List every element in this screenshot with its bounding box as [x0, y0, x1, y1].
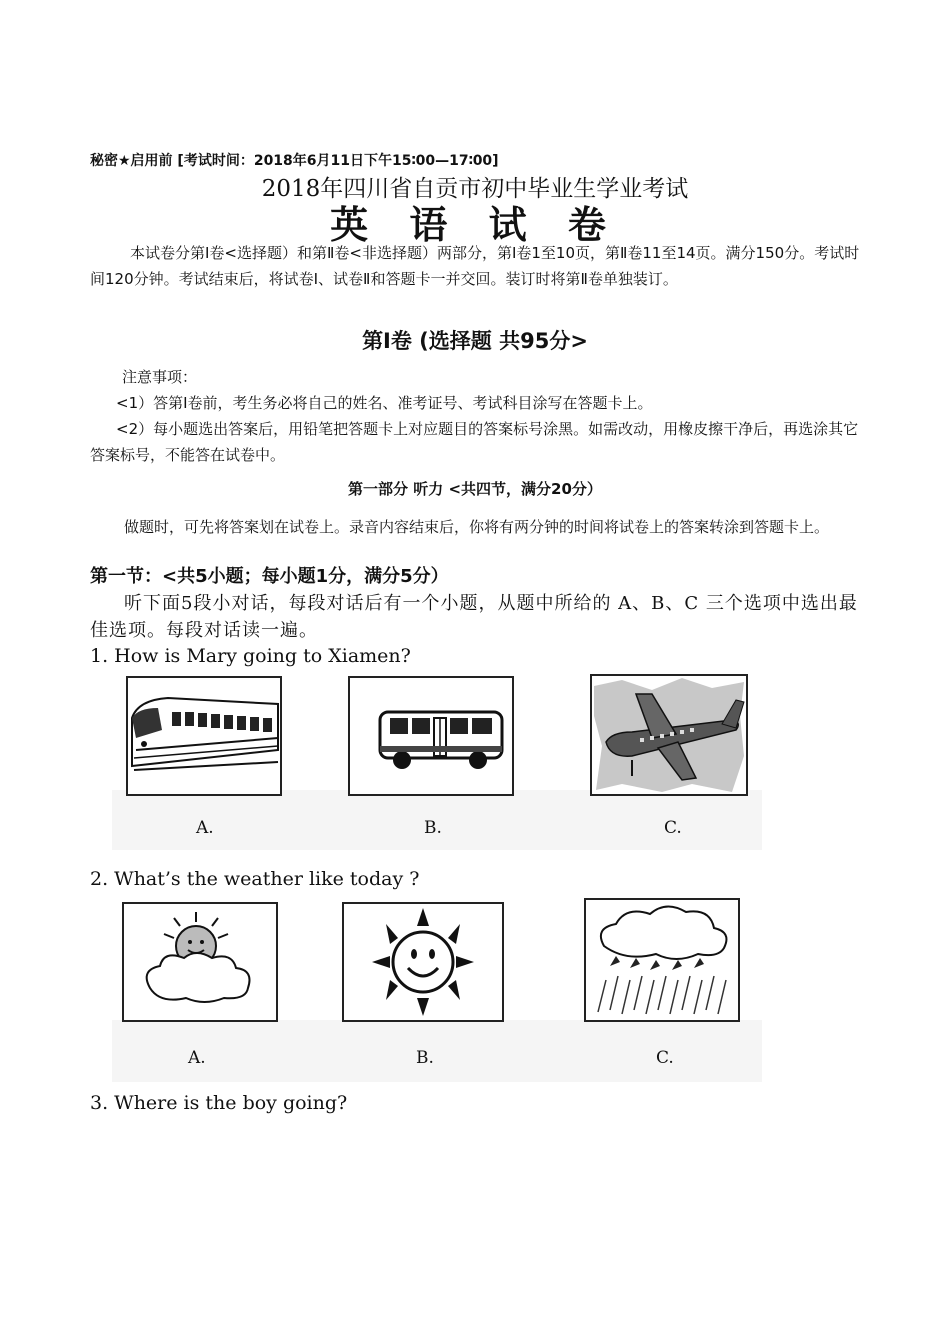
option-letter-q1-b: B.	[424, 818, 442, 838]
exam-title: 2018年四川省自贡市初中毕业生学业考试	[261, 176, 689, 202]
option-box-q1-b	[348, 676, 514, 796]
notice-title: 注意事项：	[122, 368, 198, 386]
volume-1-title: 第Ⅰ卷 (选择题 共95分>	[362, 329, 588, 353]
option-box-q2-c	[584, 898, 740, 1022]
section-1-title: 第一节：<共5小题；每小题1分，满分5分）	[90, 566, 449, 587]
train-icon	[128, 678, 280, 794]
confidential-line: 秘密★启用前 [考试时间：2018年6月11日下午15∶00—17∶00]	[90, 153, 499, 169]
option-letter-q2-b: B.	[416, 1048, 434, 1068]
option-letter-q2-c: C.	[656, 1048, 674, 1068]
section-1-instruction: 听下面5段小对话，每段对话后有一个小题，从题中所给的 A、B、C 三个选项中选出最佳选项。每段对话读一遍。	[90, 593, 858, 641]
notice-item-1: <1）答第Ⅰ卷前，考生务必将自己的姓名、准考证号、考试科目涂写在答题卡上。	[116, 394, 653, 412]
part-1-note: 做题时，可先将答案划在试卷上。录音内容结束后，你将有两分钟的时间将试卷上的答案转涂到答题卡上。	[124, 518, 830, 536]
notice-item-2: <2）每小题选出答案后，用铅笔把答题卡上对应题目的答案标号涂黑。如需改动，用橡皮擦干净后，再选涂其它答案标号，不能答在试卷中。	[90, 420, 859, 464]
rain-cloud-icon	[586, 900, 738, 1020]
option-letter-q2-a: A.	[188, 1048, 206, 1068]
question-2: 2. What’s the weather like today ?	[90, 868, 420, 890]
subject-title: 英 语 试 卷	[330, 202, 620, 247]
smiling-sun-icon	[344, 904, 502, 1020]
option-box-q2-a	[122, 902, 278, 1022]
option-letter-q1-c: C.	[664, 818, 682, 838]
option-box-q2-b	[342, 902, 504, 1022]
option-box-q1-c	[590, 674, 748, 796]
bus-icon	[350, 678, 512, 794]
option-box-q1-a	[126, 676, 282, 796]
question-3: 3. Where is the boy going?	[90, 1092, 348, 1114]
option-letter-q1-a: A.	[196, 818, 214, 838]
question-1: 1. How is Mary going to Xiamen?	[90, 645, 411, 667]
part-1-title: 第一部分 听力 <共四节，满分20分）	[348, 480, 602, 498]
airplane-icon	[592, 676, 746, 794]
intro-paragraph: 本试卷分第Ⅰ卷<选择题）和第Ⅱ卷<非选择题）两部分，第Ⅰ卷1至10页，第Ⅱ卷11至14页。满分150分。考试时间120分钟。考试结束后，将试卷Ⅰ、试卷Ⅱ和答题卡一并交回。装订时将第Ⅱ卷单独装订。	[90, 244, 860, 288]
sun-behind-cloud-icon	[124, 904, 276, 1020]
